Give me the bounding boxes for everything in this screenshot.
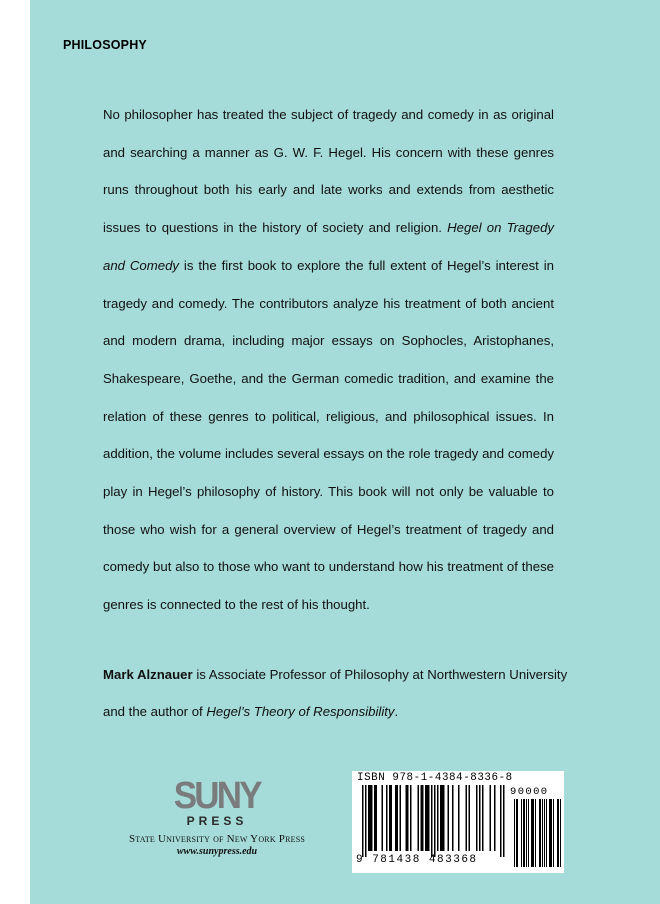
publisher-block bbox=[112, 775, 322, 857]
author-bio-text-1: is Associate Professor of Philosophy at Northwestern University bbox=[192, 667, 568, 682]
ean-bar bbox=[400, 785, 402, 851]
ean-bar bbox=[448, 785, 450, 851]
ean-bar bbox=[466, 785, 468, 851]
description-text-2: is the first book to explore the full extent of Hegel’s interest in tragedy and comedy. The contributors analyze his treatment of both ancient and modern drama, including major essays on Sophocles, Aristophanes, Shakespeare, Goethe, and the German comedic tradition, and examine the relation of these genres to political, religious, and philosophical issues. In addition, the volume includes several essays on the role tragedy and comedy play in Hegel’s philosophy of history. This book will not only be valuable to those who wish for a general overview of Hegel’s treatment of tragedy and comedy but also to those who want to understand how his treatment of these genres is connected to the rest of his thought. bbox=[103, 257, 554, 613]
addon-bar bbox=[523, 799, 525, 867]
ean-bar bbox=[395, 785, 398, 851]
addon-bar bbox=[516, 799, 518, 867]
addon-bar bbox=[539, 799, 541, 867]
author-bio bbox=[103, 656, 573, 730]
addon-bar bbox=[557, 799, 559, 867]
category-label: PHILOSOPHY bbox=[63, 38, 147, 52]
ean-bar bbox=[452, 785, 454, 851]
ean-bar bbox=[362, 785, 364, 857]
ean-bar bbox=[389, 785, 392, 851]
addon-bar bbox=[521, 799, 522, 867]
publisher-name: State University of New York Press bbox=[128, 833, 305, 845]
publisher-url: www.sunypress.edu bbox=[176, 846, 258, 857]
addon-bar bbox=[544, 799, 545, 867]
suny-logo-icon: SUNY bbox=[173, 775, 261, 817]
isbn-label: ISBN 978-1-4384-8336-8 bbox=[357, 772, 513, 784]
ean-bar bbox=[458, 785, 460, 851]
ean-bar bbox=[503, 785, 505, 857]
author-bio-text-2: and the author of bbox=[103, 704, 207, 719]
author-name: Mark Alznauer bbox=[103, 667, 193, 682]
ean-bar bbox=[410, 785, 412, 851]
ean-bar bbox=[382, 785, 384, 851]
ean-bar bbox=[421, 785, 424, 851]
ean-bar bbox=[476, 785, 478, 851]
ean-bar bbox=[386, 785, 388, 851]
addon-bar bbox=[553, 799, 554, 867]
back-cover bbox=[30, 0, 660, 904]
ean-bar bbox=[479, 785, 481, 851]
addon-bar bbox=[542, 799, 543, 867]
ean-bar bbox=[482, 785, 484, 851]
ean-bar bbox=[431, 785, 433, 857]
ean-bar bbox=[365, 785, 367, 857]
ean-bar bbox=[440, 785, 445, 851]
ean-bar bbox=[434, 785, 436, 857]
ean-bar bbox=[418, 785, 420, 851]
addon-bar bbox=[526, 799, 527, 867]
ean-bar bbox=[469, 785, 471, 851]
addon-digits: 90000 bbox=[510, 786, 549, 798]
barcode-panel bbox=[352, 771, 564, 873]
ean-bar bbox=[368, 785, 373, 851]
addon-bar bbox=[514, 799, 515, 867]
addon-bar bbox=[546, 799, 547, 867]
book-description bbox=[103, 96, 554, 624]
press-logo-text: PRESS bbox=[186, 814, 248, 828]
book-title-italic: Hegel on Tragedy and Comedy bbox=[103, 220, 554, 273]
addon-bar bbox=[560, 799, 561, 867]
author-bio-period: . bbox=[394, 704, 399, 719]
ean-bar bbox=[500, 785, 502, 857]
ean-bar bbox=[494, 785, 496, 851]
ean-bar bbox=[437, 785, 439, 851]
addon-bar bbox=[535, 799, 536, 867]
ean-bar bbox=[406, 785, 409, 851]
author-previous-book: Hegel’s Theory of Responsibility bbox=[206, 704, 395, 719]
addon-bar bbox=[549, 799, 552, 867]
description-text-1: No philosopher has treated the subject of tragedy and comedy in as original and searching a manner as G. W. F. Hegel. His concern with these genres runs throughout both his early and late works and extends from aesthetic issues to questions in the history of society and religion. bbox=[103, 107, 554, 236]
addon-bar bbox=[528, 799, 529, 867]
ean-bar bbox=[374, 785, 377, 851]
ean-bar bbox=[425, 785, 430, 851]
addon-bar bbox=[531, 799, 534, 867]
ean-bar bbox=[490, 785, 492, 851]
ean-digits: 9 781438 483368 bbox=[356, 854, 478, 866]
